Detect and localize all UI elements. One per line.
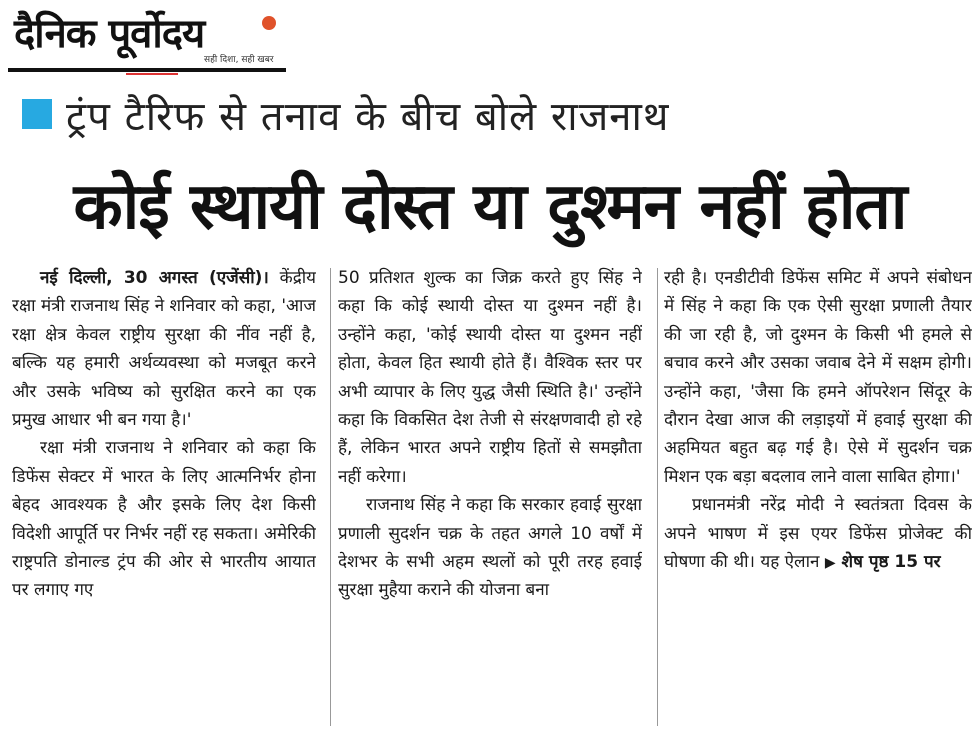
dateline: नई दिल्ली, 30 अगस्त (एजेंसी)।: [40, 268, 269, 288]
kicker: [22, 88, 669, 140]
masthead: [8, 4, 280, 74]
article-column-2: [338, 264, 642, 730]
continued-label: शेष पृष्ठ 15 पर: [841, 552, 941, 573]
masthead-rule: [8, 68, 286, 72]
newspaper-tagline: सही दिशा, सही खबर: [204, 55, 274, 65]
kicker-text: ट्रंप टैरिफ से तनाव के बीच बोले राजनाथ: [66, 93, 670, 140]
paragraph-text: प्रधानमंत्री नरेंद्र मोदी ने स्वतंत्रता दिवस के अपने भाषण में इस एयर डिफेंस प्रोजेक्ट की घोषणा की थी। यह ऐलान: [664, 495, 972, 573]
article-column-1: [12, 264, 316, 730]
article-paragraph: 50 प्रतिशत शुल्क का जिक्र करते हुए सिंह ने कहा कि कोई स्थायी दोस्त या दुश्मन नहीं है। उन्होंने कहा, 'कोई स्थायी दोस्त या दुश्मन नहीं होता, केवल हित स्थायी होते हैं। वैश्विक स्तर पर अभी व्यापार के लिए युद्ध जैसी स्थिति है।' उन्होंने कहा कि विकसित देश तेजी से संरक्षणवादी हो रहे हैं, लेकिन भारत अपने राष्ट्रीय हितों से समझौता नहीं करेगा।: [338, 268, 642, 487]
article-paragraph: रक्षा मंत्री राजनाथ ने शनिवार को कहा कि डिफेंस सेक्टर में भारत के लिए आत्मनिर्भर होना बेहद आवश्यक है और इसके लिए देश किसी विदेशी आपूर्ति पर निर्भर नहीं रह सकता। अमेरिकी राष्ट्रपति डोनाल्ड ट्रंप की ओर से भारतीय आयात पर लगाए गए: [12, 438, 316, 601]
article-body: [12, 264, 972, 730]
article-paragraph: रही है। एनडीटीवी डिफेंस समिट में अपने संबोधन में सिंह ने कहा कि एक ऐसी सुरक्षा प्रणाली तैयार की जा रही है, जो दुश्मन के किसी भी हमले से बचाव करने और उसका जवाब देने में सक्षम होगी। उन्होंने कहा, 'जैसा कि हमने ऑपरेशन सिंदूर के दौरान देखा आज की लड़ाइयों में हवाई सुरक्षा की अहमियत बहुत बढ़ गई है। ऐसे में सुदर्शन चक्र मिशन एक बड़ा बदलाव लाने वाला साबित होगा।': [664, 268, 972, 487]
arrow-right-icon: ▶: [824, 555, 836, 572]
masthead-accent-line: [126, 73, 178, 75]
article-paragraph: राजनाथ सिंह ने कहा कि सरकार हवाई सुरक्षा प्रणाली सुदर्शन चक्र के तहत अगले 10 वर्षों में देशभर के सभी अहम स्थलों को पूरी तरह हवाई सुरक्षा मुहैया कराने की योजना बना: [338, 495, 642, 601]
continued-reference[interactable]: [825, 552, 941, 572]
article-paragraph: [12, 264, 316, 434]
newspaper-logo: दैनिक पूर्वोदय: [14, 11, 205, 57]
headline: कोई स्थायी दोस्त या दुश्मन नहीं होता: [73, 170, 907, 244]
kicker-square-icon: [22, 99, 52, 129]
paragraph-text: केंद्रीय रक्षा मंत्री राजनाथ सिंह ने शनिवार को कहा, 'आज रक्षा क्षेत्र केवल राष्ट्रीय सुरक्षा की नींव नहीं है, बल्कि यह हमारी अर्थव्यवस्था को मजबूत करने और उसके भविष्य को सुरक्षित करने का एक प्रमुख आधार भी बन गया है।': [12, 268, 316, 431]
article-column-3: [664, 264, 972, 730]
logo-dot-icon: [262, 16, 276, 30]
article-paragraph: [664, 491, 972, 577]
